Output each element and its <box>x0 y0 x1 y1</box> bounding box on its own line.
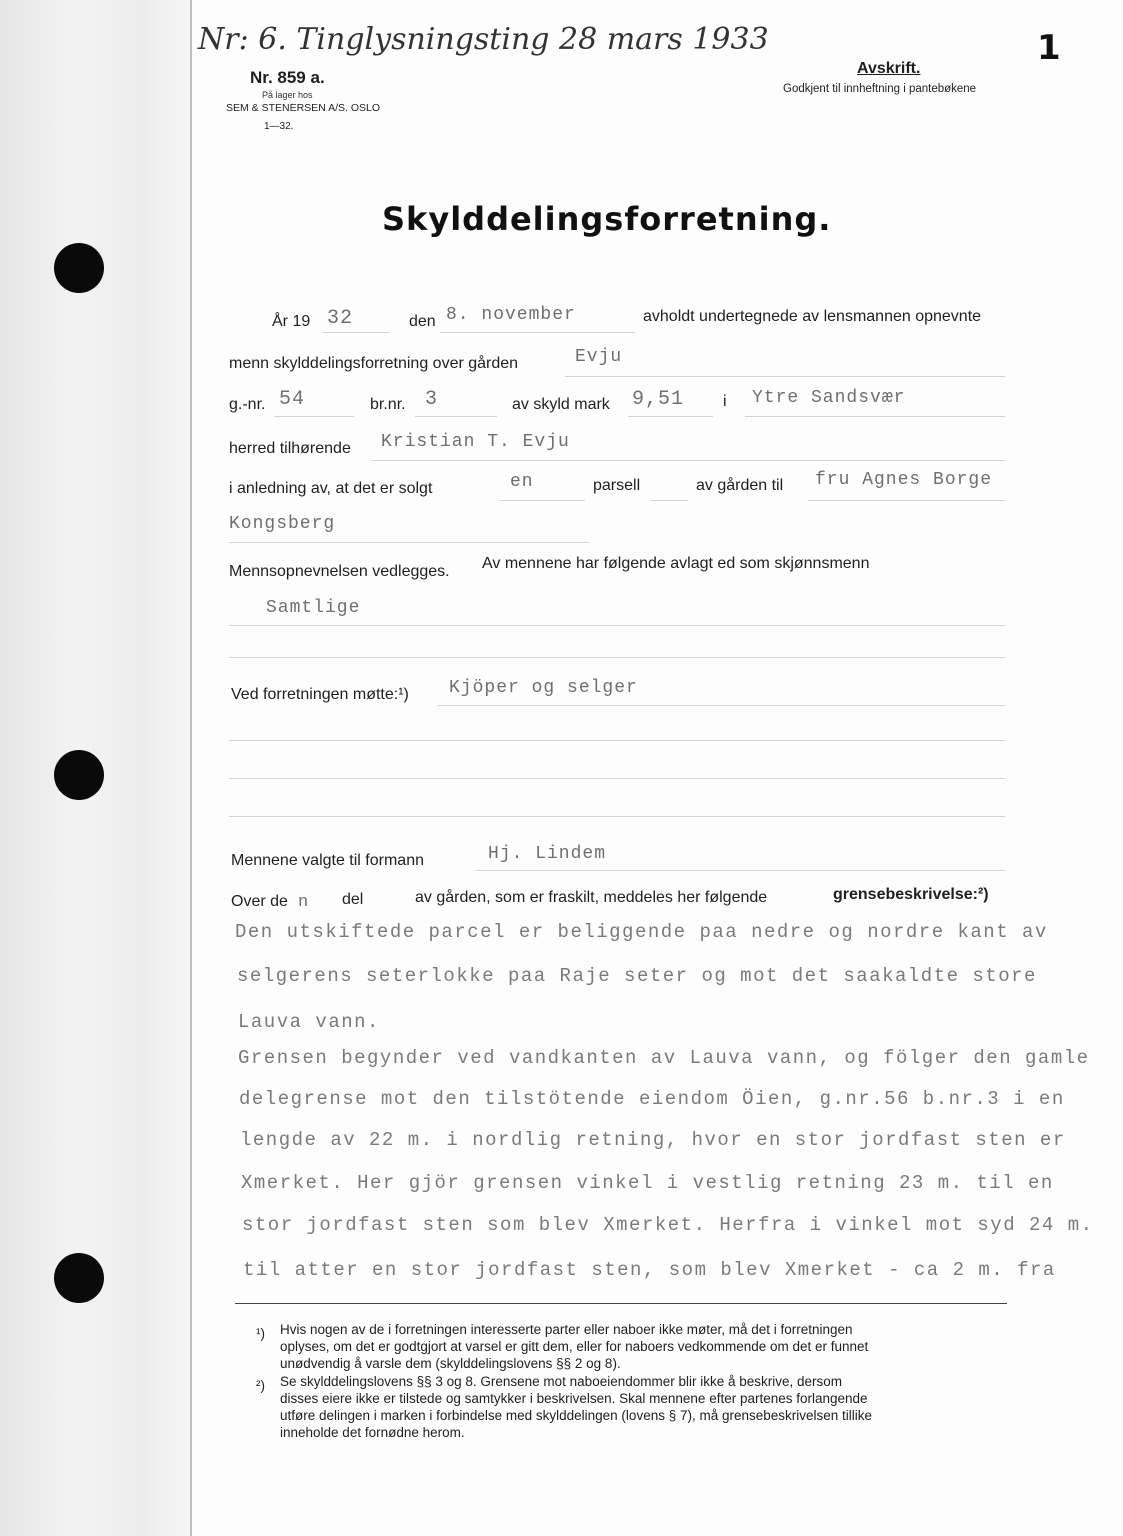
chair-value: Hj. Lindem <box>488 844 607 864</box>
chair-label: Mennene valgte til formann <box>231 852 424 869</box>
farm-label: menn skylddelingsforretning over gården <box>229 355 519 372</box>
fill-line <box>565 376 1005 377</box>
footnote-line: Se skylddelingslovens §§ 3 og 8. Grensene mot naboeiendommer blir ikke å beskrive, dersom <box>280 1374 843 1389</box>
description-line: Den utskiftede parcel er beliggende paa nedre og nordre kant av <box>235 921 1048 943</box>
over-label: Over de <box>231 893 288 910</box>
footnote-line: utføre delingen i marken i forbindelse med skylddelingen (lovens § 7), må grensebeskrivelsen tillike <box>280 1408 873 1423</box>
handwritten-registration-note: Nr: 6. Tinglysningsting 28 mars 1933 <box>198 22 769 57</box>
footnote-line: inneholde det fornødne herom. <box>280 1425 465 1440</box>
fill-line <box>476 870 1005 871</box>
publisher-name: SEM & STENERSEN A/S. OSLO <box>226 102 381 114</box>
held-text: avholdt undertegnede av lensmannen opnevnte <box>643 308 982 325</box>
footnote-separator <box>235 1303 1007 1304</box>
fill-line <box>808 500 1005 501</box>
fill-line <box>229 778 1005 779</box>
fill-line <box>274 416 354 417</box>
present-value: Kjöper og selger <box>449 678 638 698</box>
footnote-line: unødvendig å varsle dem (skylddelingslovens §§ 2 og 8). <box>280 1356 621 1371</box>
publisher-line: På lager hos <box>262 90 313 100</box>
herred-label: herred tilhørende <box>229 440 351 457</box>
fill-line <box>229 542 589 543</box>
buyer-place: Kongsberg <box>229 514 336 534</box>
footnote-mark: ¹) <box>256 1326 265 1341</box>
binding-fold-line <box>190 0 192 1536</box>
description-line: lengde av 22 m. i nordlig retning, hvor en stor jordfast sten er <box>240 1129 1066 1151</box>
fill-line <box>229 657 1005 658</box>
footnote-line: Hvis nogen av de i forretningen interesserte parter eller naboer ikke møter, må det i forretningen <box>280 1322 853 1337</box>
fill-line <box>438 705 1005 706</box>
footnote-line: disses eiere ikke er tilstede og samtykker i beskrivelsen. Skal mennene efter partenes forlangende <box>280 1391 868 1406</box>
fraskilt-text: av gården, som er fraskilt, meddeles her følgende <box>415 889 768 906</box>
fill-line <box>745 416 1005 417</box>
description-line: selgerens seterlokke paa Raje seter og mot det saakaldte store <box>237 965 1037 987</box>
buyer-value: fru Agnes Borge <box>815 470 993 490</box>
to-label: av gården til <box>696 477 784 494</box>
punch-hole-icon <box>54 243 104 293</box>
appointment-text: Mennsopnevnelsen vedlegges. <box>229 563 450 580</box>
bnr-label: br.nr. <box>370 396 406 413</box>
fill-line <box>650 500 688 501</box>
sold-value: en <box>510 472 534 492</box>
footnote-mark: ²) <box>256 1378 265 1393</box>
punch-hole-icon <box>54 1253 104 1303</box>
description-line: delegrense mot den tilstötende eiendom Öien, g.nr.56 b.nr.3 i en <box>239 1088 1065 1110</box>
del-label: del <box>342 891 364 908</box>
fill-line <box>415 416 497 417</box>
fill-line <box>322 332 390 333</box>
owner-value: Kristian T. Evju <box>381 432 570 452</box>
description-line: til atter en stor jordfast sten, som blev Xmerket - ca 2 m. fra <box>243 1259 1056 1281</box>
punch-hole-icon <box>54 750 104 800</box>
year-value: 32 <box>327 307 354 330</box>
form-number: Nr. 859 a. <box>250 68 325 87</box>
fill-line <box>500 500 585 501</box>
farm-value: Evju <box>575 347 623 367</box>
page-number: 1 <box>1037 28 1061 68</box>
oath-text: Av mennene har følgende avlagt ed som skjønnsmenn <box>482 555 870 572</box>
over-fill: n <box>298 893 310 912</box>
herred-value: Ytre Sandsvær <box>752 388 906 408</box>
gnr-value: 54 <box>279 388 306 411</box>
print-date: 1—32. <box>264 121 294 132</box>
fill-line <box>229 625 1005 626</box>
skyld-value: 9,51 <box>632 388 685 411</box>
description-line: stor jordfast sten som blev Xmerket. Herfra i vinkel mot syd 24 m. <box>242 1214 1094 1236</box>
description-line: Grensen begynder ved vandkanten av Lauva vann, og fölger den gamle <box>238 1047 1090 1069</box>
document-title: Skylddelingsforretning. <box>382 200 832 238</box>
sold-label: i anledning av, at det er solgt <box>229 480 433 497</box>
skyld-label: av skyld mark <box>512 396 610 413</box>
date-value: 8. november <box>446 305 576 325</box>
fill-line <box>229 740 1005 741</box>
grense-label: grensebeskrivelse:²) <box>833 886 989 903</box>
oath-value: Samtlige <box>266 598 361 618</box>
date-label: den <box>409 313 436 330</box>
fill-line <box>440 332 635 333</box>
gnr-label: g.-nr. <box>229 396 266 413</box>
fill-line <box>229 816 1005 817</box>
bnr-value: 3 <box>425 388 439 411</box>
present-label: Ved forretningen møtte:¹) <box>231 686 409 703</box>
copy-label: Avskrift. <box>857 60 921 77</box>
fill-line <box>628 416 713 417</box>
footnote-line: oplyses, om det er godtgjort at varsel er gitt dem, eller for naboers vedkommende om det er funnet <box>280 1339 869 1354</box>
approval-note: Godkjent til innheftning i pantebøkene <box>783 83 977 95</box>
description-line: Lauva vann. <box>238 1011 380 1033</box>
parsell-label: parsell <box>593 477 641 494</box>
in-label: i <box>723 393 727 410</box>
description-line: Xmerket. Her gjör grensen vinkel i vestlig retning 23 m. til en <box>241 1172 1054 1194</box>
year-label: År 19 <box>272 313 311 330</box>
fill-line <box>372 460 1005 461</box>
